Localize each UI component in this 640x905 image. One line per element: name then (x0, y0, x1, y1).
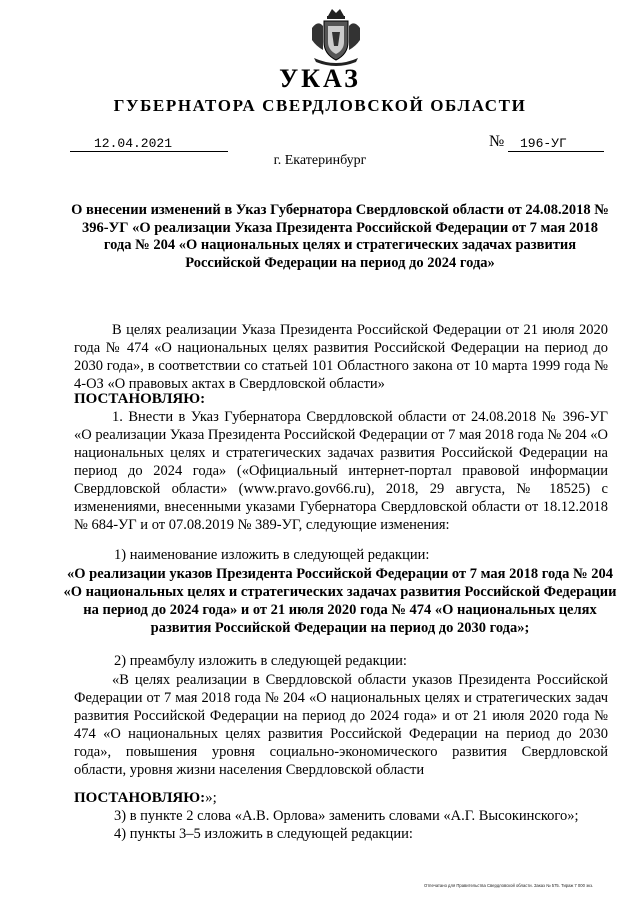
resolve-heading: ПОСТАНОВЛЯЮ: (74, 391, 206, 407)
resolve-heading-2: ПОСТАНОВЛЯЮ: (74, 790, 206, 806)
decree-heading: О внесении изменений в Указ Губернатора Свердловской области от 24.08.2018 № 396-УГ «О реализации Указа Президента Российской Федерации от 7 мая 2018 года № 204 «О национальных целях и стратегических задачах развития Российской Федерации на период до 2024 года» (71, 202, 609, 271)
document-type-title: УКАЗ (279, 64, 361, 93)
preamble-paragraph: В целях реализации Указа Президента Российской Федерации от 21 июля 2020 года № 474 «О национальных целях развития Российской Федерации на период до 2030 года», в соответствии со статьей 101 Областного закона от 10 марта 1999 года № 4-ОЗ «О правовых актах в Свердловской области» (74, 322, 608, 392)
number-label: № (489, 133, 505, 150)
resolve-tail: »; (205, 790, 217, 806)
coat-of-arms-emblem (306, 6, 366, 68)
print-footer: Отпечатано для Правительства Свердловской области. Заказ № 575. Тираж 7 000 экз. (424, 883, 594, 888)
decree-number: 196-УГ (520, 136, 567, 151)
city: г. Екатеринбург (273, 153, 367, 168)
new-preamble-paragraph: «В целях реализации в Свердловской области указов Президента Российской Федерации от 7 мая 2018 года № 204 «О национальных целях и стратегических задач развития Российской Федерации на период до 2024 года» и от 21 июля 2020 года № 474 «О национальных целях развития Российской Федерации на период до 2030 года», повышения уровня социально-экономического развития Свердловской области, уровня жизни населения Свердловской области (74, 672, 608, 778)
number-underline (508, 151, 604, 152)
new-title-text: «О реализации указов Президента Российской Федерации от 7 мая 2018 года № 204 «О национальных целях и стратегических задачах развития Российской Федерации на период до 2024 года» и от 21 июля 2020 года № 474 «О национальных целях развития Российской Федерации на период до 2030 года»; (63, 566, 617, 636)
subitem-4: 4) пункты 3–5 изложить в следующей редакции: (114, 826, 413, 842)
resolve-line-2 (74, 790, 217, 807)
subitem-1: 1) наименование изложить в следующей редакции: (114, 547, 430, 563)
decree-date: 12.04.2021 (94, 136, 173, 151)
issuer-title: ГУБЕРНАТОРА СВЕРДЛОВСКОЙ ОБЛАСТИ (113, 96, 527, 115)
date-underline (70, 151, 228, 152)
subitem-2: 2) преамбулу изложить в следующей редакции: (114, 653, 407, 669)
item-1-paragraph: 1. Внести в Указ Губернатора Свердловской области от 24.08.2018 № 396-УГ «О реализации Указа Президента Российской Федерации от 7 мая 2018 года № 204 «О национальных целях и стратегических задачах развития Российской Федерации на период до 2024 года» («Официальный интернет-портал правовой информации Свердловской области» (www.pravo.gov66.ru), 2018, 29 августа, № 18525) с изменениями, внесенными указами Губернатора Свердловской области от 18.12.2018 № 684-УГ и от 07.08.2019 № 389-УГ, следующие изменения: (74, 409, 608, 533)
subitem-3: 3) в пункте 2 слова «А.В. Орлова» заменить словами «А.Г. Высокинского»; (114, 808, 579, 824)
